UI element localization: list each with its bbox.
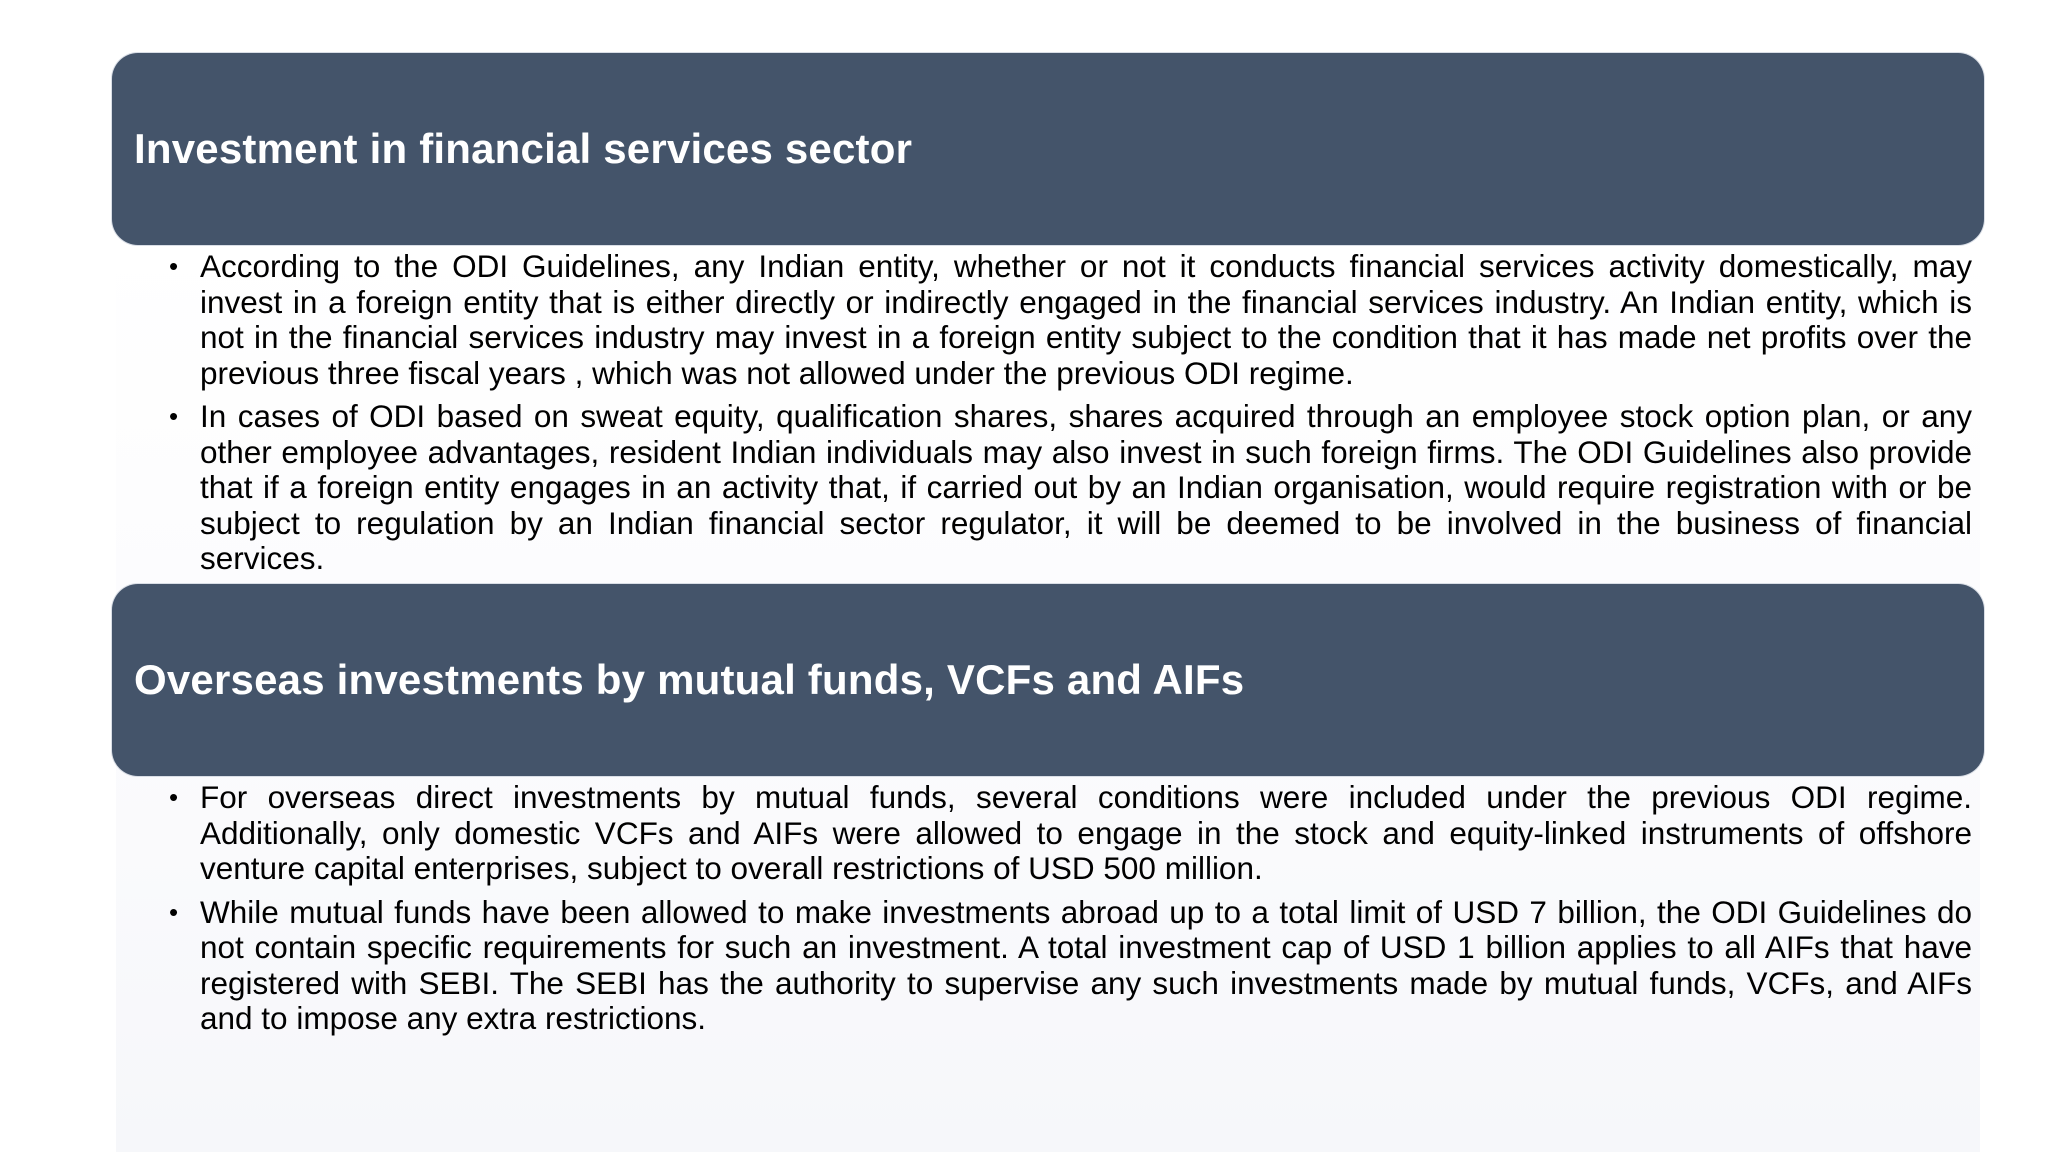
list-item xyxy=(166,780,1972,887)
section-title: Overseas investments by mutual funds, VCFs and AIFs xyxy=(134,656,1245,703)
bullet-icon: • xyxy=(169,782,179,812)
bullet-list-financial-services xyxy=(166,249,1972,585)
section-header-overseas-investments xyxy=(112,584,1984,776)
section-header-financial-services xyxy=(112,53,1984,245)
bullet-icon: • xyxy=(169,401,179,431)
bullet-text: While mutual funds have been allowed to make investments abroad up to a total limit of USD 7 billion, the ODI Guidelines do not contain specific requirements for such an investment. A total investment cap of USD 1 billion applies to all AIFs that have registered with SEBI. The SEBI has the authority to supervise any such investments made by mutual funds, VCFs, and AIFs and to impose any extra restrictions. xyxy=(200,893,1972,1036)
section-title: Investment in financial services sector xyxy=(134,125,913,172)
list-item xyxy=(166,399,1972,577)
bullet-icon: • xyxy=(169,896,179,927)
bullet-text: In cases of ODI based on sweat equity, qualification shares, shares acquired through an employee stock option plan, or any other employee advantages, resident Indian individuals may also invest in such foreign firms. The ODI Guidelines also provide that if a foreign entity engages in an activity that, if carried out by an Indian organisation, would require registration with or be subject to regulation by an Indian financial sector regulator, it will be deemed to be involved in the business of financial services. xyxy=(200,398,1972,576)
bullet-list-overseas-investments xyxy=(166,780,1972,1045)
list-item xyxy=(166,249,1972,391)
bullet-text: According to the ODI Guidelines, any Indian entity, whether or not it conducts financial services activity domestically, may invest in a foreign entity that is either directly or indirectly engaged in the financial services industry. An Indian entity, which is not in the financial services industry may invest in a foreign entity subject to the condition that it has made net profits over the previous three fiscal years , which was not allowed under the previous ODI regime. xyxy=(200,248,1972,391)
bullet-icon: • xyxy=(169,251,179,281)
list-item xyxy=(166,895,1972,1037)
bullet-text: For overseas direct investments by mutual funds, several conditions were included under the previous ODI regime. Additionally, only domestic VCFs and AIFs were allowed to engage in the stock and equity-linked instruments of offshore venture capital enterprises, subject to overall restrictions of USD 500 million. xyxy=(200,779,1972,886)
